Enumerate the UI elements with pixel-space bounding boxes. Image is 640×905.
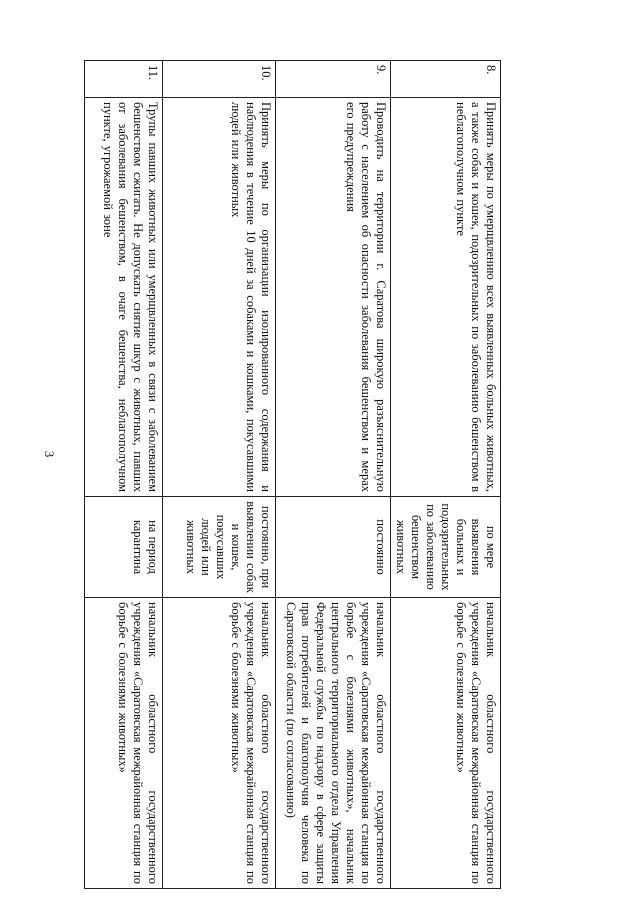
row-number: 8. xyxy=(391,61,501,98)
row-number: 9. xyxy=(276,61,391,98)
measure-text: Принять меры по организации изолированного содержания и наблюдения в течение 10 дней за собаками и кошками, покусавшими людей или животных xyxy=(163,98,276,497)
responsible-text: начальник областного государственного учреждения «Саратовская межрайонная станция по борьбе с болезнями животных» xyxy=(85,598,163,889)
responsible-text: начальник областного государственного учреждения «Саратовская межрайонная станция по борьбе с болезнями животных» xyxy=(163,598,276,889)
responsible-text: начальник областного государственного учреждения «Саратовская межрайонная станция по борьбе с болезнями животных» xyxy=(391,598,501,889)
table-row xyxy=(276,61,391,889)
measures-table xyxy=(84,60,501,889)
period-text: постоянно, при выявлении собак и кошек, покусавших людей или животных xyxy=(163,497,276,598)
period-text: постоянно xyxy=(276,497,391,598)
measure-text: Трупы павших животных или умерщвленных в связи с заболеванием бешенством сжигать. Не допускать снятие шкур с животных, павших от заболевания бешенством, в очаге бешенства, неблагополучном пункте, угрожаемой зоне xyxy=(85,98,163,497)
page-number: 3 xyxy=(42,450,57,458)
table-row xyxy=(391,61,501,889)
period-text: по мере выявления больных и подозрительных по заболеванию бешенством животных xyxy=(391,497,501,598)
period-text: на период карантина xyxy=(85,497,163,598)
table-container xyxy=(95,60,501,884)
table-row xyxy=(163,61,276,889)
row-number: 11. xyxy=(85,61,163,98)
responsible-text: начальник областного государственного учреждения «Саратовская межрайонная станция по борьбе с болезнями животных», начальник центрального территориального отдела Управления Федеральной службы по надзору в сфере защиты прав потребителей и благополучия человека по Саратовской области (по согласованию) xyxy=(276,598,391,889)
table-row xyxy=(85,61,163,889)
measure-text: Проводить на территории г. Саратова широкую разъяснительную работу с населением об опасности заболевания бешенством и мерах его предупреждения xyxy=(276,98,391,497)
measure-text: Принять меры по умерщвлению всех выявленных больных животных, а также собак и кошек, подозрительных по заболеванию бешенством в неблагополучном пункте xyxy=(391,98,501,497)
row-number: 10. xyxy=(163,61,276,98)
